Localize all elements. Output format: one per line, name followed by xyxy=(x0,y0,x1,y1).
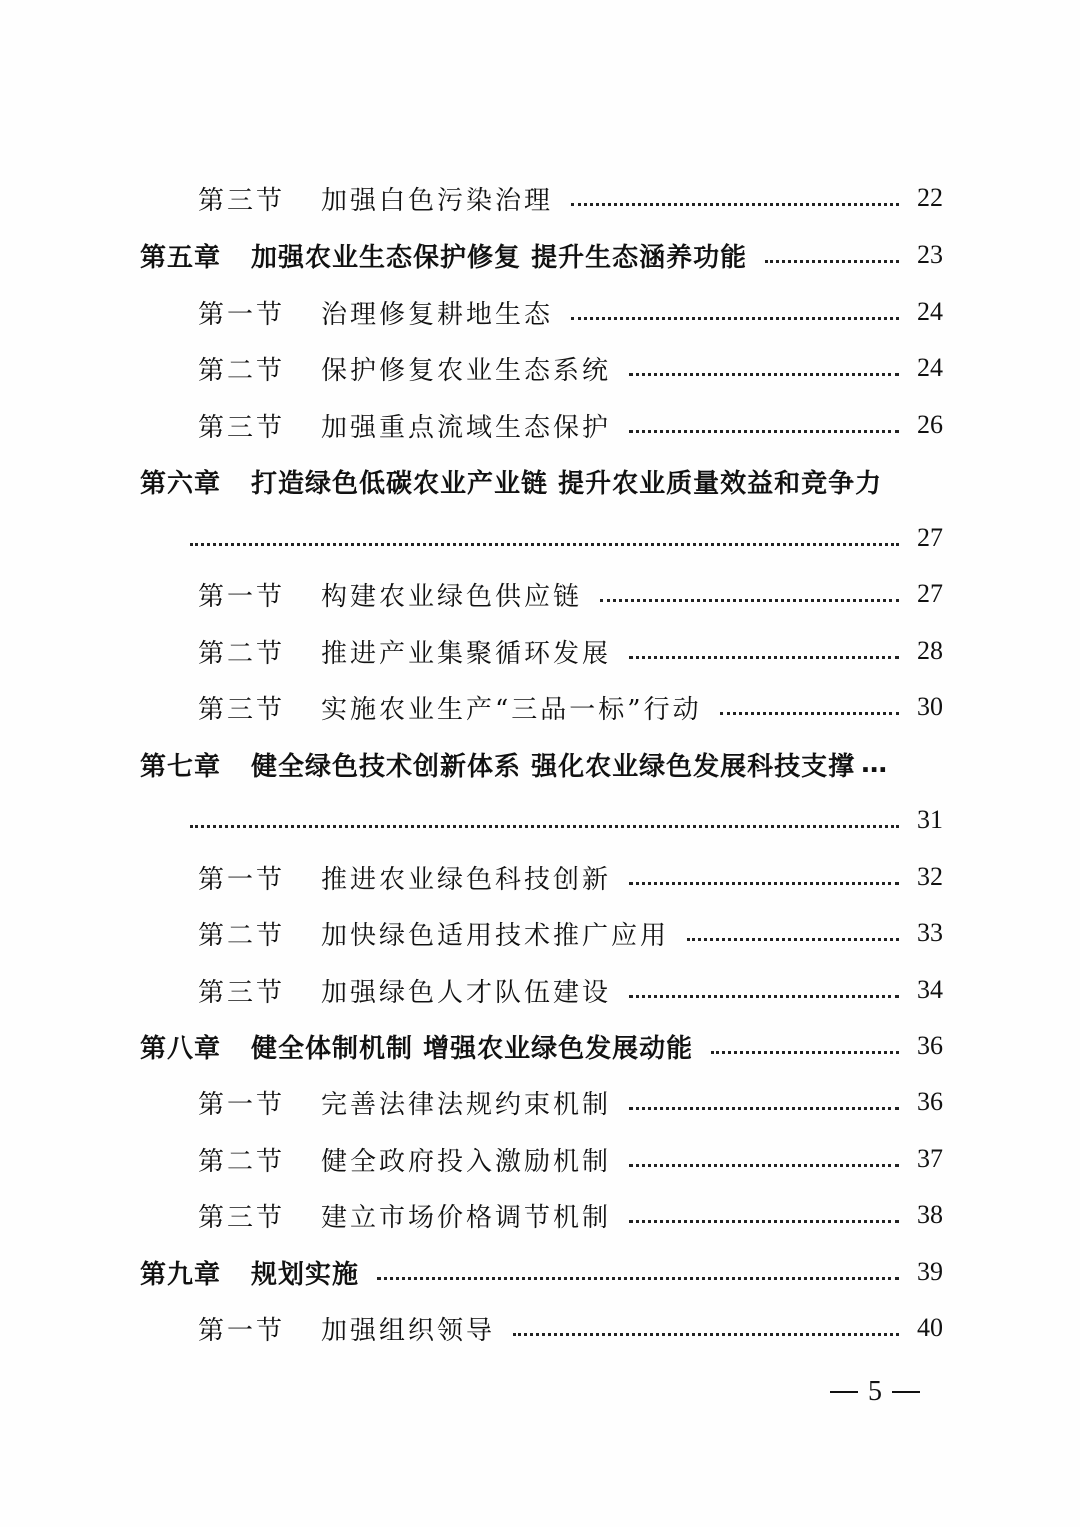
entry-page-number: 28 xyxy=(917,636,943,665)
entry-page-number: 26 xyxy=(917,410,943,439)
dot-leader xyxy=(629,430,899,433)
entry-title: 加强组织领导 xyxy=(321,1315,496,1346)
toc-chapter-entry[interactable] xyxy=(140,233,943,277)
toc-continuation-line[interactable] xyxy=(190,798,943,842)
dot-leader xyxy=(629,1220,899,1223)
dot-leader xyxy=(629,1164,899,1167)
entry-number: 第二节 xyxy=(198,1146,286,1177)
toc-chapter-entry[interactable] xyxy=(140,742,943,786)
dot-leader xyxy=(571,203,899,206)
dot-leader xyxy=(600,599,899,602)
dot-leader xyxy=(571,317,899,320)
entry-title: 保护修复农业生态系统 xyxy=(321,355,612,386)
entry-number: 第三节 xyxy=(198,1202,286,1233)
entry-number: 第二节 xyxy=(198,355,286,386)
entry-number: 第三节 xyxy=(198,977,286,1008)
entry-number: 第一节 xyxy=(198,864,286,895)
entry-title: 打造绿色低碳农业产业链 提升农业质量效益和竞争力 xyxy=(251,468,883,499)
entry-page-number: 39 xyxy=(917,1257,943,1286)
entry-number: 第三节 xyxy=(198,694,286,725)
entry-title: 治理修复耕地生态 xyxy=(321,299,554,330)
entry-page-number: 24 xyxy=(917,297,943,326)
footer-dash-right xyxy=(892,1391,920,1393)
entry-page-number: 27 xyxy=(917,523,943,552)
entry-title: 健全政府投入激励机制 xyxy=(321,1146,612,1177)
entry-trailing-ellipsis: … xyxy=(861,749,890,779)
toc-chapter-entry[interactable] xyxy=(140,1024,943,1068)
entry-title: 实施农业生产“三品一标”行动 xyxy=(321,694,702,725)
toc-section-entry[interactable] xyxy=(198,1080,943,1124)
toc-section-entry[interactable] xyxy=(198,855,943,899)
entry-title: 加强白色污染治理 xyxy=(321,185,554,216)
toc-section-entry[interactable] xyxy=(198,290,943,334)
entry-page-number: 33 xyxy=(917,918,943,947)
entry-title: 健全体制机制 增强农业绿色发展动能 xyxy=(251,1033,694,1064)
entry-number: 第三节 xyxy=(198,412,286,443)
toc-section-entry[interactable] xyxy=(198,572,943,616)
entry-number: 第一节 xyxy=(198,581,286,612)
entry-page-number: 31 xyxy=(917,805,943,834)
dot-leader xyxy=(190,825,899,828)
entry-page-number: 38 xyxy=(917,1200,943,1229)
toc-section-entry[interactable] xyxy=(198,685,943,729)
entry-title: 推进产业集聚循环发展 xyxy=(321,638,612,669)
entry-number: 第三节 xyxy=(198,185,286,216)
entry-title: 加快绿色适用技术推广应用 xyxy=(321,920,670,951)
entry-title: 规划实施 xyxy=(251,1259,360,1290)
dot-leader xyxy=(629,656,899,659)
toc-section-entry[interactable] xyxy=(198,403,943,447)
entry-number: 第八章 xyxy=(140,1033,222,1064)
entry-page-number: 36 xyxy=(917,1031,943,1060)
dot-leader xyxy=(377,1277,899,1280)
dot-leader xyxy=(687,938,899,941)
toc-section-entry[interactable] xyxy=(198,968,943,1012)
toc-section-entry[interactable] xyxy=(198,629,943,673)
entry-page-number: 37 xyxy=(917,1144,943,1173)
toc-chapter-entry[interactable] xyxy=(140,1250,943,1294)
entry-number: 第九章 xyxy=(140,1259,222,1290)
dot-leader xyxy=(513,1333,899,1336)
toc-section-entry[interactable] xyxy=(198,911,943,955)
entry-page-number: 32 xyxy=(917,862,943,891)
entry-number: 第一节 xyxy=(198,299,286,330)
entry-page-number: 30 xyxy=(917,692,943,721)
entry-page-number: 23 xyxy=(917,240,943,269)
toc-section-entry[interactable] xyxy=(198,346,943,390)
entry-page-number: 27 xyxy=(917,579,943,608)
entry-page-number: 40 xyxy=(917,1313,943,1342)
entry-title: 健全绿色技术创新体系 强化农业绿色发展科技支撑 xyxy=(251,751,856,782)
dot-leader xyxy=(190,543,899,546)
dot-leader xyxy=(629,995,899,998)
toc-section-entry[interactable] xyxy=(198,176,943,220)
entry-number: 第六章 xyxy=(140,468,222,499)
toc-section-entry[interactable] xyxy=(198,1193,943,1237)
entry-title: 加强绿色人才队伍建设 xyxy=(321,977,612,1008)
toc-continuation-line[interactable] xyxy=(190,516,943,560)
toc-section-entry[interactable] xyxy=(198,1137,943,1181)
dot-leader xyxy=(629,373,899,376)
toc-section-entry[interactable] xyxy=(198,1306,943,1350)
entry-number: 第二节 xyxy=(198,638,286,669)
entry-number: 第二节 xyxy=(198,920,286,951)
page-number: 5 xyxy=(868,1376,882,1407)
footer-dash-left xyxy=(830,1391,858,1393)
entry-page-number: 24 xyxy=(917,353,943,382)
entry-page-number: 36 xyxy=(917,1087,943,1116)
entry-page-number: 34 xyxy=(917,975,943,1004)
toc-chapter-entry[interactable] xyxy=(140,459,943,503)
entry-title: 推进农业绿色科技创新 xyxy=(321,864,612,895)
entry-title: 加强农业生态保护修复 提升生态涵养功能 xyxy=(251,242,748,273)
entry-number: 第一节 xyxy=(198,1315,286,1346)
dot-leader xyxy=(629,1107,899,1110)
entry-title: 完善法律法规约束机制 xyxy=(321,1089,612,1120)
entry-number: 第七章 xyxy=(140,751,222,782)
dot-leader xyxy=(711,1051,899,1054)
entry-title: 加强重点流域生态保护 xyxy=(321,412,612,443)
entry-number: 第五章 xyxy=(140,242,222,273)
dot-leader xyxy=(720,712,899,715)
entry-page-number: 22 xyxy=(917,183,943,212)
dot-leader xyxy=(629,882,899,885)
entry-number: 第一节 xyxy=(198,1089,286,1120)
entry-title: 构建农业绿色供应链 xyxy=(321,581,583,612)
page-footer xyxy=(830,1376,920,1408)
dot-leader xyxy=(765,260,899,263)
entry-title: 建立市场价格调节机制 xyxy=(321,1202,612,1233)
